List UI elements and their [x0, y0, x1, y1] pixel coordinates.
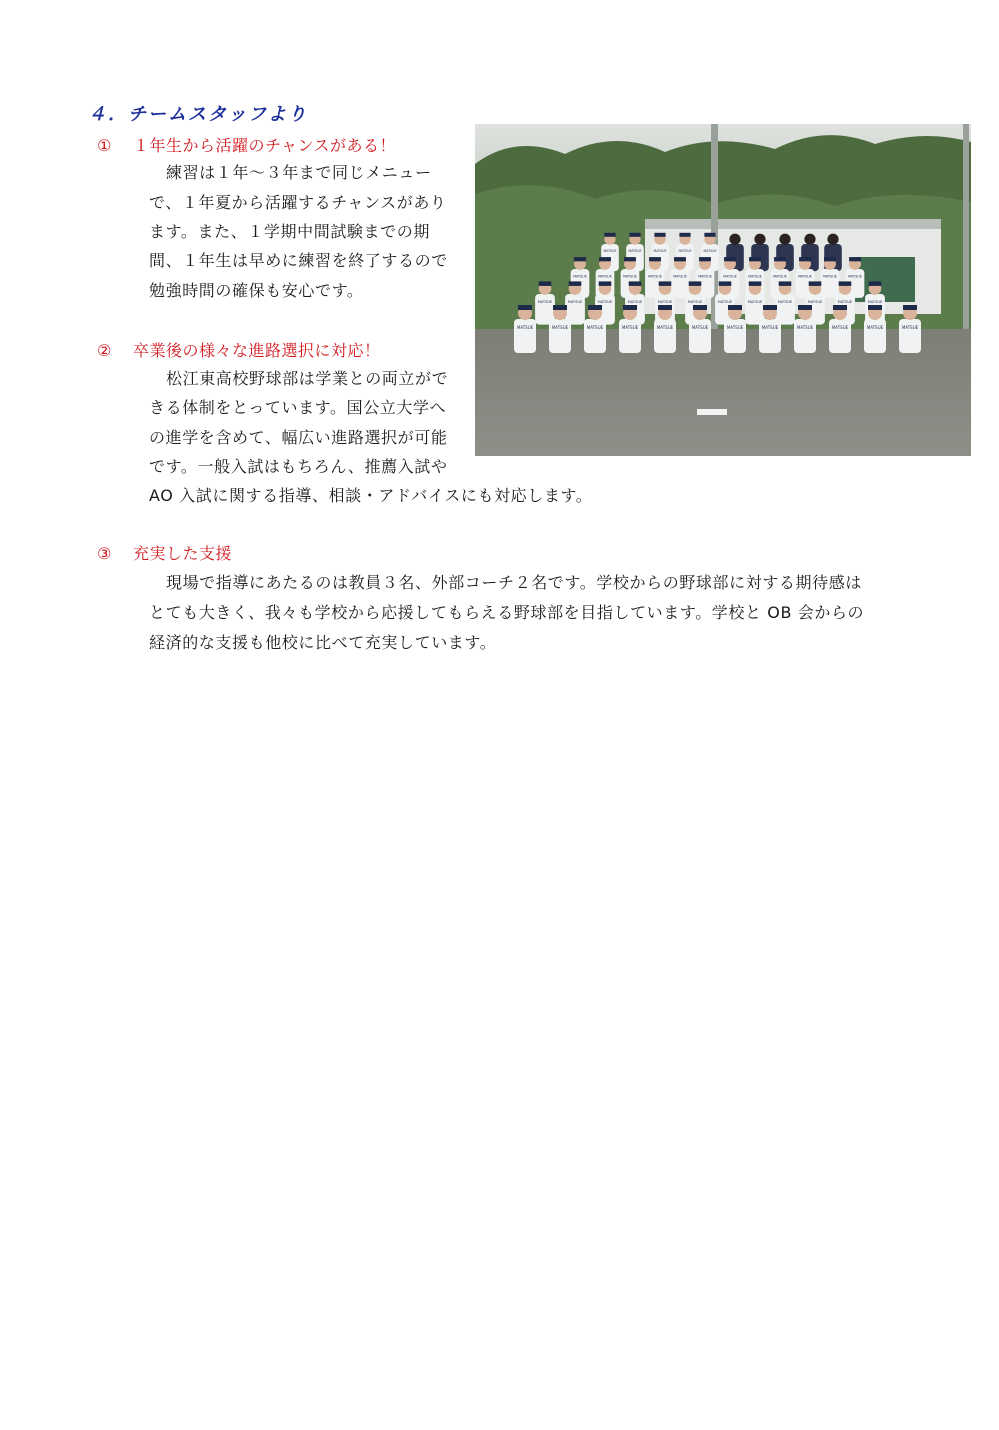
uniform-lettering: MATSUE [726, 325, 744, 330]
team-member-cap [749, 281, 762, 286]
uniform-lettering: MATSUE [603, 249, 617, 253]
team-member-cap [604, 233, 615, 237]
uniform-lettering: MATSUE [773, 274, 787, 279]
team-member-cap [553, 305, 567, 310]
team-member-head [729, 234, 740, 245]
subsection-3-line-3: 経済的な支援も他校に比べて充実しています。 [149, 633, 497, 652]
team-member-cap [903, 305, 917, 310]
uniform-lettering: MATSUE [673, 274, 687, 279]
team-member-cap [809, 281, 822, 286]
subsection-2-line-2: きる体制をとっています。国公立大学へ [149, 398, 447, 417]
team-member-cap [649, 257, 661, 261]
subsection-2-title-text: 卒業後の様々な進路選択に対応！ [133, 341, 381, 360]
team-member-cap [629, 281, 642, 286]
team-photo-illustration [475, 124, 971, 456]
team-member-cap [833, 305, 847, 310]
team-member-cap [588, 305, 602, 310]
uniform-lettering: MATSUE [798, 274, 812, 279]
subsection-2-line-1: 松江東高校野球部は学業との両立がで [166, 369, 449, 388]
team-member-cap [599, 257, 611, 261]
team-photo [475, 124, 971, 456]
subsection-2-line-4: です。一般入試はもちろん、推薦入試や [149, 457, 448, 476]
subsection-2-line-5: AO 入試に関する指導、相談・アドバイスにも対応します。 [149, 486, 593, 505]
uniform-lettering: MATSUE [698, 274, 712, 279]
team-member-head [754, 234, 765, 245]
section-heading: ４．チームスタッフより [88, 104, 308, 125]
team-member-cap [689, 281, 702, 286]
uniform-lettering: MATSUE [628, 249, 642, 253]
subsection-3-title [97, 541, 232, 564]
team-member-cap [659, 281, 672, 286]
uniform-lettering: MATSUE [703, 249, 717, 253]
uniform-lettering: MATSUE [867, 300, 883, 304]
subsection-1-title-text: １年生から活躍のチャンスがある！ [133, 136, 397, 155]
uniform-lettering: MATSUE [691, 325, 709, 330]
team-member-cap [724, 257, 736, 261]
uniform-lettering: MATSUE [621, 325, 639, 330]
uniform-lettering: MATSUE [537, 300, 553, 304]
uniform-lettering: MATSUE [653, 249, 667, 253]
team-member-cap [518, 305, 532, 310]
uniform-lettering: MATSUE [796, 325, 814, 330]
subsection-3-title-text: 充実した支援 [133, 544, 233, 563]
uniform-lettering: MATSUE [823, 274, 837, 279]
team-member-cap [674, 257, 686, 261]
subsection-1-number: ① [97, 136, 112, 155]
subsection-1-line-5: 勉強時間の確保も安心です。 [149, 281, 364, 300]
uniform-lettering: MATSUE [687, 300, 703, 304]
team-member-cap [799, 257, 811, 261]
uniform-lettering: MATSUE [761, 325, 779, 330]
team-member-head [779, 234, 790, 245]
uniform-lettering: MATSUE [831, 325, 849, 330]
team-member-cap [679, 233, 690, 237]
uniform-lettering: MATSUE [866, 325, 884, 330]
team-member-body [671, 269, 690, 298]
subsection-2-number: ② [97, 341, 112, 360]
team-member-cap [599, 281, 612, 286]
uniform-lettering: MATSUE [807, 300, 823, 304]
uniform-lettering: MATSUE [678, 249, 692, 253]
team-member-cap [798, 305, 812, 310]
team-member-cap [774, 257, 786, 261]
team-member-cap [779, 281, 792, 286]
uniform-lettering: MATSUE [567, 300, 583, 304]
team-member-cap [868, 305, 882, 310]
uniform-lettering: MATSUE [901, 325, 919, 330]
uniform-lettering: MATSUE [551, 325, 569, 330]
subsection-3-number: ③ [97, 544, 112, 563]
team-member-cap [704, 233, 715, 237]
uniform-lettering: MATSUE [837, 300, 853, 304]
subsection-1-line-2: で、１年夏から活躍するチャンスがあり [149, 193, 447, 212]
uniform-lettering: MATSUE [516, 325, 534, 330]
subsection-3-line-1: 現場で指導にあたるのは教員３名、外部コーチ２名です。学校からの野球部に対する期待感は [166, 573, 862, 592]
team-member-head [804, 234, 815, 245]
uniform-lettering: MATSUE [623, 274, 637, 279]
subsection-1-line-1: 練習は１年～３年まで同じメニュー [166, 163, 432, 182]
team-member-cap [763, 305, 777, 310]
team-member-cap [624, 257, 636, 261]
team-member-cap [749, 257, 761, 261]
uniform-lettering: MATSUE [723, 274, 737, 279]
uniform-lettering: MATSUE [573, 274, 587, 279]
team-member-cap [569, 281, 582, 286]
team-member-cap [719, 281, 732, 286]
uniform-lettering: MATSUE [748, 274, 762, 279]
team-member-cap [539, 281, 552, 286]
team-member-cap [693, 305, 707, 310]
uniform-lettering: MATSUE [648, 274, 662, 279]
team-member-cap [623, 305, 637, 310]
uniform-lettering: MATSUE [656, 325, 674, 330]
team-member-cap [849, 257, 861, 261]
team-member-body [821, 269, 840, 298]
uniform-lettering: MATSUE [717, 300, 733, 304]
uniform-lettering: MATSUE [597, 300, 613, 304]
team-member-cap [658, 305, 672, 310]
uniform-lettering: MATSUE [657, 300, 673, 304]
team-member-cap [629, 233, 640, 237]
subsection-2-line-3: の進学を含めて、幅広い進路選択が可能 [149, 428, 448, 447]
uniform-lettering: MATSUE [747, 300, 763, 304]
team-member-cap [654, 233, 665, 237]
uniform-lettering: MATSUE [848, 274, 862, 279]
uniform-lettering: MATSUE [777, 300, 793, 304]
team-member-cap [574, 257, 586, 261]
subsection-1-title [97, 133, 396, 156]
team-member-cap [869, 281, 882, 286]
team-member-cap [699, 257, 711, 261]
uniform-lettering: MATSUE [627, 300, 643, 304]
uniform-lettering: MATSUE [586, 325, 604, 330]
team-member-head [827, 234, 838, 245]
subsection-1-line-3: ます。また、１学期中間試験までの期 [149, 222, 430, 241]
uniform-lettering: MATSUE [598, 274, 612, 279]
subsection-1-line-4: 間、１年生は早めに練習を終了するので [149, 251, 448, 270]
subsection-2-title [97, 338, 381, 361]
subsection-3-line-2: とても大きく、我々も学校から応援してもらえる野球部を目指しています。学校と OB 会からの [149, 603, 865, 622]
team-member-cap [839, 281, 852, 286]
team-member-cap [824, 257, 836, 261]
team-member-cap [728, 305, 742, 310]
